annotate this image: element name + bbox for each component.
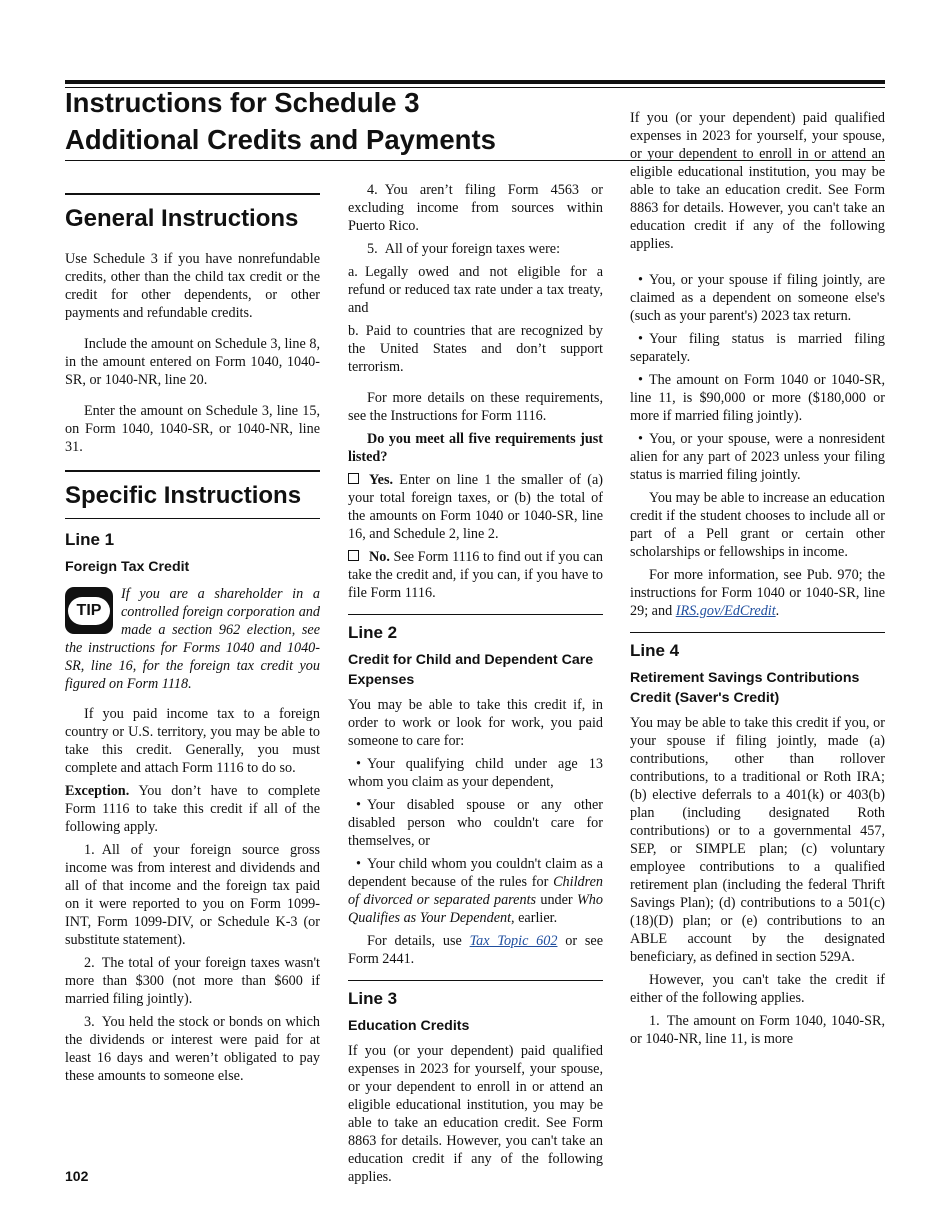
exception-text: You don’t have to complete Form 1116 to take this credit if all of the following apply.	[65, 783, 320, 835]
no-checkbox[interactable]	[348, 550, 359, 561]
line-2-heading: Line 2	[348, 614, 603, 644]
line-1-subheading: Foreign Tax Credit	[65, 559, 190, 575]
line-4-paragraph-1: You may be able to take this credit if you, or your spouse if filing jointly, made (a) contributions, other than rollover contributions, to a traditional or Roth IRA; (b) elective deferrals to a 401(k) or 403(b) plan (including designated Roth contributions) or to a governmental 457, SEP, or SIMPLE plan; (c) voluntary employee contributions to a qualified retirement plan (including the federal Thrift Savings Plan); (d) contributions to a 501(c)(18)(D) plan; or (e) contributions to an ABLE account by the designated beneficiary, as defined in section 529A.	[630, 715, 885, 965]
details-text-a: For details, use	[367, 933, 470, 949]
column-1	[65, 193, 320, 1090]
title-line-1: Instructions for Schedule 3	[65, 87, 420, 118]
yes-label: Yes.	[369, 472, 394, 488]
line-3-bullet-3: • The amount on Form 1040 or 1040-SR, line 11, is $90,000 or more ($180,000 or more if married filing jointly).	[630, 371, 885, 425]
general-paragraph-2: Include the amount on Schedule 3, line 8, in the amount entered on Form 1040, 1040-SR, or 1040-NR, line 20.	[65, 336, 321, 388]
line-2-details	[348, 932, 603, 968]
title-line-2: Additional Credits and Payments	[65, 124, 496, 155]
bullet-3-italic-1: Children of divorced or separated parents	[348, 874, 603, 908]
line-3-paragraph-start: If you (or your dependent) paid qualified expenses in 2023 for yourself, your spouse, or your dependent to enroll in or attend an eligible educational institution, you may be able to take an education credit. See Form 8863 for details. However, you can't take an education credit if any of the following applies.	[348, 1043, 603, 1185]
requirement-1: 1. All of your foreign source gross income was from interest and dividends and all of that income and the foreign tax paid on it were reported to you on Form 1099-INT, Form 1099-DIV, or Schedule K-3 (or substitute statement).	[65, 842, 320, 948]
tip-text: If you are a shareholder in a controlled foreign corporation and made a section 962 election, see the instructions for Forms 1040 and 1040-SR, line 16, for the foreign tax credit you figured on Form 1118.	[65, 586, 320, 692]
line-2-bullet-1: • Your qualifying child under age 13 whom you claim as your dependent,	[348, 755, 603, 791]
line-3-bullet-1: • You, or your spouse if filing jointly, are claimed as a dependent on someone else's (such as your parent's) 2023 tax return.	[630, 271, 885, 325]
line-3-heading: Line 3	[348, 980, 603, 1010]
line-4-paragraph-2: However, you can't take the credit if either of the following applies.	[630, 972, 885, 1006]
more-info-text: For more information, see Pub. 970; the instructions for Form 1040 or 1040-SR, line 29; and	[630, 567, 885, 619]
line-2-bullet-2: • Your disabled spouse or any other disabled person who couldn't care for themselves, or	[348, 796, 603, 850]
line-2-subheading: Credit for Child and Dependent Care Expenses	[348, 652, 594, 688]
requirement-3: 3. You held the stock or bonds on which the dividends or interest were paid for at least 16 days and weren’t obligated to pay these amounts to someone else.	[65, 1014, 320, 1084]
requirement-5: 5. All of your foreign taxes were:	[367, 241, 561, 257]
details-text-b: or see Form 2441.	[348, 933, 603, 967]
yes-checkbox[interactable]	[348, 473, 359, 484]
more-details-paragraph: For more details on these requirements, see the Instructions for Form 1116.	[348, 390, 603, 424]
line-3-subheading: Education Credits	[348, 1018, 470, 1034]
specific-instructions-heading: Specific Instructions	[65, 470, 320, 519]
line-1-heading: Line 1	[65, 530, 115, 549]
tip-icon	[65, 587, 113, 634]
tip-box	[65, 585, 320, 693]
page-title	[65, 84, 496, 158]
column-2	[348, 181, 603, 1185]
line-3-paragraph-continued-clip	[630, 110, 885, 271]
bullet-3-text-b: under	[536, 892, 577, 908]
requirement-2: 2. The total of your foreign taxes wasn't more than $300 (not more than $600 if married filing jointly).	[65, 955, 320, 1007]
tax-topic-602-link[interactable]: Tax Topic 602	[469, 933, 558, 949]
line-3-paragraph-2: You may be able to increase an education credit if the student chooses to include all or part of a Pell grant or certain other scholarships or fellowships in income.	[630, 490, 885, 560]
exception-label: Exception.	[65, 783, 130, 799]
line-4-item-1: 1. The amount on Form 1040, 1040-SR, or 1040-NR, line 11, is more	[630, 1013, 885, 1047]
page-number: 102	[65, 1168, 89, 1184]
more-info-period: .	[775, 603, 780, 619]
bullet-3-text-c: , earlier.	[511, 910, 558, 926]
tip-label: TIP	[68, 597, 110, 625]
line-1-paragraph: If you paid income tax to a foreign country or U.S. territory, you may be able to take this credit. Generally, you must complete and attach Form 1116 to do so.	[65, 706, 320, 776]
line-4-subheading: Retirement Savings Contributions Credit (Saver's Credit)	[630, 670, 860, 706]
requirement-5b: b. Paid to countries that are recognized by the United States and don’t support terrorism.	[348, 323, 603, 375]
no-label: No.	[369, 549, 390, 565]
column-3	[630, 110, 885, 1053]
line-3-paragraph-clip	[348, 1042, 603, 1185]
general-instructions-heading: General Instructions	[65, 193, 320, 233]
no-answer	[348, 548, 603, 602]
requirement-4: 4. You aren’t filing Form 4563 or excluding income from sources within Puerto Rico.	[348, 182, 603, 234]
bullet-3-italic-2: Who Qualifies as Your Dependent	[348, 892, 603, 926]
general-paragraph-3: Enter the amount on Schedule 3, line 15, on Form 1040, 1040-SR, or 1040-NR, line 31.	[65, 403, 320, 455]
line-3-bullet-4: • You, or your spouse, were a nonresident alien for any part of 2023 unless your filing status is married filing jointly.	[630, 430, 885, 484]
no-text: See Form 1116 to find out if you can take the credit and, if you can, if you have to file Form 1116.	[348, 549, 603, 601]
exception-paragraph	[65, 782, 320, 836]
line-3-paragraph-3	[630, 566, 885, 620]
yes-answer	[348, 471, 603, 543]
bullet-3-text-a: Your child whom you couldn't claim as a dependent because of the rules for	[348, 856, 603, 890]
requirements-question: Do you meet all five requirements just listed?	[348, 431, 603, 465]
edcredit-link[interactable]: IRS.gov/EdCredit	[675, 603, 776, 619]
line-2-paragraph: You may be able to take this credit if, in order to work or look for work, you paid someone to care for:	[348, 697, 603, 749]
yes-text: Enter on line 1 the smaller of (a) your total foreign taxes, or (b) the total of the amounts on Form 1040 or 1040-SR, line 16, and Schedule 2, line 2.	[348, 472, 603, 542]
line-4-heading: Line 4	[630, 632, 885, 662]
line-3-paragraph-continued: If you (or your dependent) paid qualified expenses in 2023 for yourself, your spouse, or your dependent to enroll in or attend an eligible educational institution, you may be able to take an education credit. See Form 8863 for details. However, you can't take an education credit if any of the following applies.	[630, 110, 885, 252]
requirement-5a: a. Legally owed and not eligible for a refund or reduced tax rate under a tax treaty, and	[348, 264, 603, 316]
line-2-bullet-3	[348, 855, 603, 927]
line-3-bullet-2: • Your filing status is married filing separately.	[630, 330, 885, 366]
general-paragraph-1: Use Schedule 3 if you have nonrefundable credits, other than the child tax credit or the credit for other dependents, or other payments and refundable credits.	[65, 251, 320, 321]
